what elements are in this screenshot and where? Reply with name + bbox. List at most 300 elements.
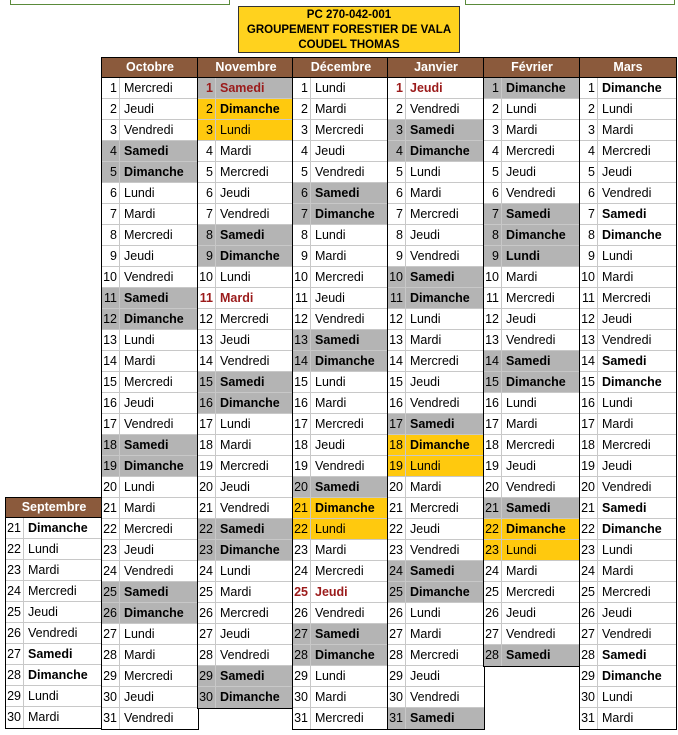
day-row [102, 225, 198, 246]
day-number: 15 [102, 372, 120, 392]
day-row [484, 267, 580, 288]
day-number: 13 [580, 330, 598, 350]
weekday-name: Jeudi [506, 606, 536, 620]
day-number: 2 [102, 99, 120, 119]
weekday-name: Vendredi [506, 186, 556, 200]
weekday-name: Dimanche [220, 249, 280, 263]
day-row [293, 246, 389, 267]
day-number: 28 [198, 645, 216, 665]
weekday-name: Vendredi [315, 312, 365, 326]
day-number: 26 [293, 603, 311, 623]
day-number: 25 [198, 582, 216, 602]
day-row [484, 561, 580, 582]
day-row [580, 477, 676, 498]
day-number: 12 [484, 309, 502, 329]
day-number: 27 [293, 624, 311, 644]
month-column [197, 57, 295, 709]
header-line-2: GROUPEMENT FORESTIER DE VALA [246, 24, 452, 36]
month-column [292, 57, 390, 730]
day-number: 26 [198, 603, 216, 623]
top-frame-left [10, 0, 230, 5]
day-row [388, 246, 484, 267]
day-number: 12 [198, 309, 216, 329]
day-row [580, 603, 676, 624]
weekday-name: Mardi [315, 249, 347, 263]
day-row [388, 204, 484, 225]
day-number: 21 [6, 518, 24, 538]
weekday-name: Jeudi [220, 333, 250, 347]
month-header: Février [484, 58, 580, 78]
day-number: 19 [198, 456, 216, 476]
weekday-name: Vendredi [315, 165, 365, 179]
day-row [388, 561, 484, 582]
day-number: 22 [484, 519, 502, 539]
weekday-name: Samedi [124, 438, 169, 452]
day-number: 29 [102, 666, 120, 686]
day-number: 16 [580, 393, 598, 413]
day-number: 6 [388, 183, 406, 203]
weekday-name: Dimanche [602, 669, 662, 683]
weekday-name: Mercredi [124, 375, 173, 389]
day-number: 21 [388, 498, 406, 518]
month-column [483, 57, 581, 667]
day-number: 3 [198, 120, 216, 140]
day-row [580, 393, 676, 414]
day-row [484, 120, 580, 141]
day-number: 26 [102, 603, 120, 623]
day-row [484, 78, 580, 99]
day-number: 3 [484, 120, 502, 140]
weekday-name: Mercredi [602, 438, 651, 452]
day-number: 22 [198, 519, 216, 539]
day-number: 7 [293, 204, 311, 224]
day-row [6, 602, 102, 623]
month-header: Décembre [293, 58, 389, 78]
weekday-name: Lundi [28, 542, 59, 556]
weekday-name: Samedi [410, 270, 455, 284]
weekday-name: Dimanche [124, 165, 184, 179]
day-row [580, 309, 676, 330]
weekday-name: Mardi [602, 564, 634, 578]
weekday-name: Vendredi [28, 626, 78, 640]
day-row [484, 351, 580, 372]
weekday-name: Lundi [602, 543, 633, 557]
day-number: 30 [6, 707, 24, 728]
day-row [484, 246, 580, 267]
day-number: 9 [102, 246, 120, 266]
day-row [484, 393, 580, 414]
day-row [580, 498, 676, 519]
day-row [6, 581, 102, 602]
day-number: 1 [102, 78, 120, 98]
day-row [198, 666, 294, 687]
day-row [6, 707, 102, 728]
day-number: 10 [198, 267, 216, 287]
day-row [388, 645, 484, 666]
day-row [580, 372, 676, 393]
day-number: 26 [388, 603, 406, 623]
weekday-name: Samedi [124, 144, 169, 158]
weekday-name: Mardi [28, 710, 60, 724]
day-number: 4 [388, 141, 406, 161]
day-number: 17 [293, 414, 311, 434]
month-column [5, 497, 103, 729]
day-row [580, 162, 676, 183]
weekday-name: Vendredi [124, 417, 174, 431]
weekday-name: Vendredi [410, 690, 460, 704]
weekday-name: Samedi [315, 333, 360, 347]
day-number: 26 [484, 603, 502, 623]
weekday-name: Vendredi [602, 186, 652, 200]
day-number: 12 [102, 309, 120, 329]
weekday-name: Samedi [220, 81, 265, 95]
day-row [580, 435, 676, 456]
weekday-name: Samedi [602, 354, 647, 368]
day-number: 30 [580, 687, 598, 707]
day-row [293, 582, 389, 603]
day-number: 20 [102, 477, 120, 497]
weekday-name: Mercredi [410, 501, 459, 515]
day-number: 15 [198, 372, 216, 392]
month-column [579, 57, 677, 730]
weekday-name: Vendredi [506, 333, 556, 347]
weekday-name: Mercredi [602, 585, 651, 599]
weekday-name: Vendredi [220, 501, 270, 515]
day-number: 23 [198, 540, 216, 560]
day-row [198, 414, 294, 435]
day-row [198, 603, 294, 624]
day-number: 17 [484, 414, 502, 434]
day-number: 25 [102, 582, 120, 602]
weekday-name: Mardi [220, 585, 252, 599]
weekday-name: Vendredi [410, 249, 460, 263]
day-number: 26 [580, 603, 598, 623]
day-row [388, 309, 484, 330]
day-row [293, 288, 389, 309]
weekday-name: Samedi [410, 123, 455, 137]
day-row [388, 330, 484, 351]
top-frame-right [465, 0, 675, 5]
weekday-name: Jeudi [124, 543, 154, 557]
weekday-name: Samedi [315, 627, 360, 641]
day-row [484, 99, 580, 120]
day-row [293, 708, 389, 729]
weekday-name: Mardi [410, 627, 442, 641]
day-row [102, 288, 198, 309]
day-number: 28 [102, 645, 120, 665]
day-row [198, 288, 294, 309]
day-number: 17 [102, 414, 120, 434]
day-number: 31 [580, 708, 598, 729]
weekday-name: Mardi [410, 186, 442, 200]
day-row [102, 141, 198, 162]
day-row [484, 204, 580, 225]
weekday-name: Lundi [315, 669, 346, 683]
weekday-name: Mardi [602, 417, 634, 431]
day-row [102, 687, 198, 708]
day-row [388, 141, 484, 162]
weekday-name: Samedi [28, 647, 73, 661]
day-number: 18 [484, 435, 502, 455]
weekday-name: Mercredi [124, 522, 173, 536]
day-row [580, 414, 676, 435]
day-row [293, 456, 389, 477]
weekday-name: Jeudi [410, 522, 440, 536]
header-line-3: COUDEL THOMAS [298, 39, 400, 51]
day-number: 9 [580, 246, 598, 266]
day-number: 7 [388, 204, 406, 224]
day-number: 2 [293, 99, 311, 119]
day-row [102, 624, 198, 645]
day-number: 2 [388, 99, 406, 119]
day-number: 11 [102, 288, 120, 308]
day-number: 6 [293, 183, 311, 203]
day-row [102, 246, 198, 267]
day-row [102, 498, 198, 519]
day-number: 24 [102, 561, 120, 581]
day-number: 15 [484, 372, 502, 392]
day-row [484, 141, 580, 162]
weekday-name: Mardi [315, 690, 347, 704]
day-number: 19 [484, 456, 502, 476]
month-header: Novembre [198, 58, 294, 78]
day-row [102, 267, 198, 288]
weekday-name: Jeudi [220, 480, 250, 494]
day-row [293, 99, 389, 120]
weekday-name: Dimanche [602, 81, 662, 95]
weekday-name: Mercredi [220, 312, 269, 326]
day-row [580, 351, 676, 372]
day-row [198, 477, 294, 498]
weekday-name: Lundi [124, 186, 155, 200]
day-number: 25 [388, 582, 406, 602]
day-row [198, 540, 294, 561]
day-number: 31 [102, 708, 120, 729]
day-number: 15 [388, 372, 406, 392]
day-number: 5 [102, 162, 120, 182]
day-number: 10 [102, 267, 120, 287]
day-number: 23 [580, 540, 598, 560]
day-row [293, 267, 389, 288]
day-number: 21 [580, 498, 598, 518]
weekday-name: Dimanche [220, 543, 280, 557]
day-row [102, 582, 198, 603]
day-row [293, 624, 389, 645]
weekday-name: Lundi [315, 375, 346, 389]
day-number: 13 [102, 330, 120, 350]
day-row [102, 414, 198, 435]
weekday-name: Jeudi [315, 144, 345, 158]
weekday-name: Mercredi [315, 270, 364, 284]
weekday-name: Jeudi [410, 81, 443, 95]
weekday-name: Mardi [602, 711, 634, 725]
weekday-name: Vendredi [315, 459, 365, 473]
weekday-name: Dimanche [506, 228, 566, 242]
day-number: 27 [102, 624, 120, 644]
day-row [388, 519, 484, 540]
day-row [102, 603, 198, 624]
day-row [580, 330, 676, 351]
day-number: 25 [484, 582, 502, 602]
day-row [580, 99, 676, 120]
day-number: 14 [484, 351, 502, 371]
weekday-name: Mardi [410, 480, 442, 494]
day-number: 25 [293, 582, 311, 602]
day-row [102, 372, 198, 393]
day-row [484, 624, 580, 645]
weekday-name: Lundi [506, 102, 537, 116]
day-row [484, 414, 580, 435]
day-number: 14 [580, 351, 598, 371]
day-row [484, 582, 580, 603]
weekday-name: Mercredi [315, 564, 364, 578]
day-row [102, 708, 198, 729]
weekday-name: Mercredi [28, 584, 77, 598]
weekday-name: Mardi [220, 291, 254, 305]
weekday-name: Mercredi [315, 123, 364, 137]
day-number: 12 [580, 309, 598, 329]
weekday-name: Dimanche [602, 522, 662, 536]
day-row [580, 519, 676, 540]
day-row [580, 141, 676, 162]
weekday-name: Samedi [315, 480, 360, 494]
day-row [484, 477, 580, 498]
weekday-name: Vendredi [124, 711, 174, 725]
day-row [198, 561, 294, 582]
weekday-name: Jeudi [28, 605, 58, 619]
weekday-name: Mardi [506, 123, 538, 137]
weekday-name: Dimanche [124, 312, 184, 326]
weekday-name: Vendredi [602, 333, 652, 347]
weekday-name: Lundi [315, 522, 346, 536]
day-row [293, 120, 389, 141]
weekday-name: Lundi [410, 459, 441, 473]
day-row [293, 561, 389, 582]
day-row [102, 78, 198, 99]
weekday-name: Jeudi [315, 438, 345, 452]
day-row [388, 603, 484, 624]
weekday-name: Lundi [220, 270, 251, 284]
day-number: 7 [102, 204, 120, 224]
day-number: 24 [388, 561, 406, 581]
day-number: 1 [198, 78, 216, 98]
day-row [198, 582, 294, 603]
weekday-name: Vendredi [220, 354, 270, 368]
day-number: 31 [388, 708, 406, 729]
weekday-name: Samedi [315, 186, 360, 200]
day-row [484, 162, 580, 183]
day-row [102, 330, 198, 351]
day-number: 17 [198, 414, 216, 434]
day-number: 5 [484, 162, 502, 182]
weekday-name: Mardi [602, 123, 634, 137]
day-row [198, 225, 294, 246]
weekday-name: Dimanche [315, 207, 375, 221]
weekday-name: Mardi [124, 501, 156, 515]
day-number: 8 [388, 225, 406, 245]
day-number: 11 [293, 288, 311, 308]
day-row [102, 204, 198, 225]
day-number: 11 [484, 288, 502, 308]
day-number: 21 [102, 498, 120, 518]
day-number: 7 [198, 204, 216, 224]
day-row [484, 498, 580, 519]
day-row [580, 582, 676, 603]
weekday-name: Mardi [124, 648, 156, 662]
weekday-name: Vendredi [506, 627, 556, 641]
day-number: 27 [580, 624, 598, 644]
weekday-name: Samedi [410, 711, 455, 725]
day-row [388, 183, 484, 204]
day-row [198, 120, 294, 141]
day-row [293, 78, 389, 99]
day-row [484, 288, 580, 309]
day-number: 29 [6, 686, 24, 706]
day-row [102, 456, 198, 477]
weekday-name: Lundi [124, 480, 155, 494]
day-row [580, 666, 676, 687]
day-number: 16 [102, 393, 120, 413]
day-number: 2 [580, 99, 598, 119]
day-number: 1 [484, 78, 502, 98]
day-number: 31 [293, 708, 311, 729]
day-row [198, 645, 294, 666]
weekday-name: Lundi [410, 606, 441, 620]
day-row [580, 78, 676, 99]
day-number: 21 [293, 498, 311, 518]
weekday-name: Vendredi [124, 270, 174, 284]
day-row [293, 645, 389, 666]
day-number: 4 [580, 141, 598, 161]
weekday-name: Dimanche [220, 102, 280, 116]
day-number: 19 [293, 456, 311, 476]
weekday-name: Vendredi [124, 564, 174, 578]
day-number: 24 [198, 561, 216, 581]
day-row [102, 561, 198, 582]
day-number: 6 [102, 183, 120, 203]
day-row [6, 560, 102, 581]
weekday-name: Mercredi [124, 81, 173, 95]
weekday-name: Dimanche [220, 690, 280, 704]
weekday-name: Dimanche [28, 521, 88, 535]
day-row [293, 498, 389, 519]
day-number: 25 [580, 582, 598, 602]
day-number: 4 [293, 141, 311, 161]
weekday-name: Mercredi [410, 354, 459, 368]
day-number: 17 [580, 414, 598, 434]
day-number: 1 [580, 78, 598, 98]
day-number: 30 [293, 687, 311, 707]
day-row [198, 246, 294, 267]
weekday-name: Mercredi [315, 711, 364, 725]
day-number: 5 [580, 162, 598, 182]
day-number: 7 [580, 204, 598, 224]
weekday-name: Samedi [602, 648, 647, 662]
weekday-name: Samedi [124, 585, 169, 599]
day-row [484, 540, 580, 561]
day-number: 3 [580, 120, 598, 140]
day-row [484, 519, 580, 540]
day-row [293, 435, 389, 456]
day-number: 30 [388, 687, 406, 707]
weekday-name: Samedi [124, 291, 169, 305]
day-row [6, 686, 102, 707]
day-row [484, 309, 580, 330]
day-row [388, 414, 484, 435]
day-number: 2 [484, 99, 502, 119]
day-row [293, 666, 389, 687]
weekday-name: Vendredi [315, 606, 365, 620]
